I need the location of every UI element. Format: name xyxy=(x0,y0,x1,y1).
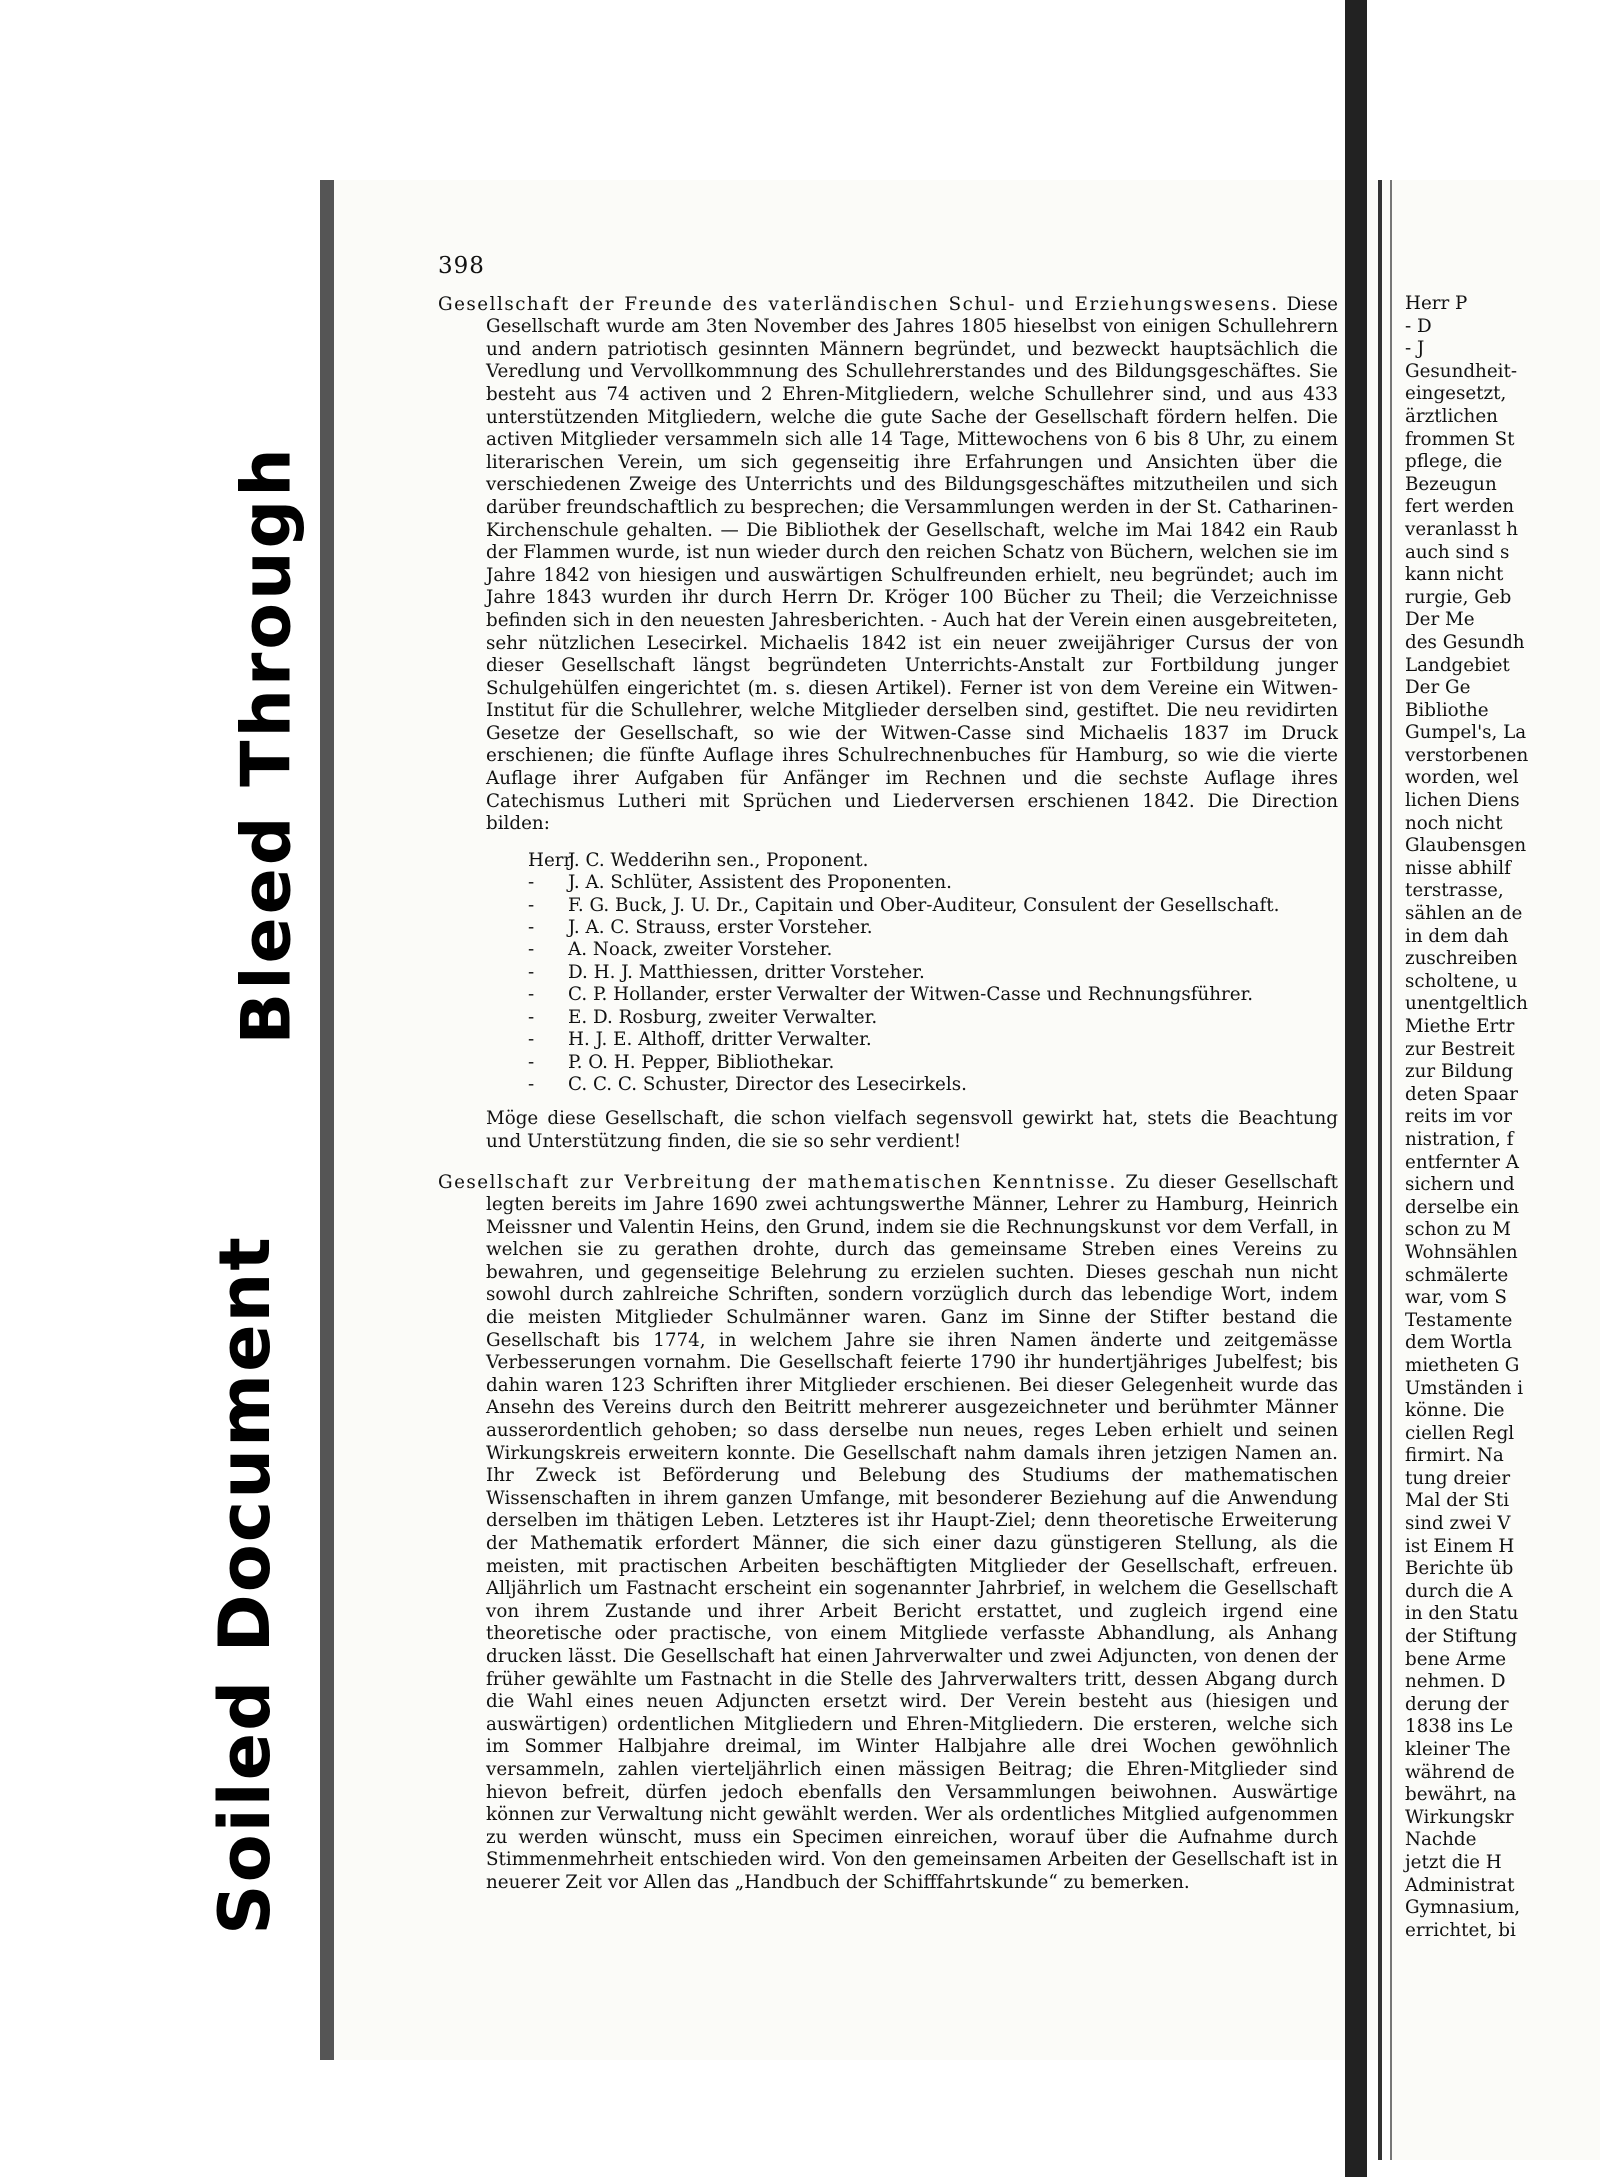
right-page-line: Berichte üb xyxy=(1405,1558,1514,1580)
right-page-text xyxy=(1405,293,1600,1942)
right-page-line: Landgebiet xyxy=(1405,654,1510,676)
right-page-line: scholtene, u xyxy=(1405,970,1518,992)
right-page-line: auch sind s xyxy=(1405,541,1510,563)
right-page-line: mietheten G xyxy=(1405,1354,1520,1376)
direction-member xyxy=(528,939,1338,961)
right-page-line: dem Wortla xyxy=(1405,1332,1513,1354)
book-gutter xyxy=(1345,0,1367,2177)
direction-member-prefix: - xyxy=(528,1073,535,1095)
right-page-line: schmälerte xyxy=(1405,1264,1509,1286)
right-page-line: firmirt. Na xyxy=(1405,1445,1504,1467)
direction-member-text: E. D. Rosburg, zweiter Verwalter. xyxy=(568,1006,878,1028)
right-page-line: Miethe Ertr xyxy=(1405,1016,1515,1037)
direction-member-prefix: - xyxy=(528,917,535,939)
right-page-line: der Stiftung xyxy=(1405,1626,1518,1648)
direction-member-prefix: - xyxy=(528,961,535,983)
right-page-line: nehmen. D xyxy=(1405,1671,1506,1693)
direction-member-text: F. G. Buck, J. U. Dr., Capitain und Ober-Auditeur, Consulent der Gesellschaft. xyxy=(568,894,1280,916)
direction-member-prefix: - xyxy=(528,939,535,961)
right-page-line: nistration, f xyxy=(1405,1128,1514,1150)
right-page-line: ist Einem H xyxy=(1405,1535,1515,1557)
direction-member-text: D. H. J. Matthiessen, dritter Vorsteher. xyxy=(568,961,925,983)
section-1-paragraph xyxy=(438,294,1338,836)
right-page-line: zur Bildung xyxy=(1405,1061,1514,1083)
soiled-document-stamp xyxy=(190,1235,300,1935)
left-page-text xyxy=(438,255,1338,1895)
direction-member-prefix: - xyxy=(528,1006,535,1028)
right-page-line: derselbe ein xyxy=(1405,1196,1520,1218)
right-page-line: eingesetzt, xyxy=(1405,383,1507,405)
right-page-line: in den Statu xyxy=(1405,1603,1519,1625)
right-page-line: zur Bestreit xyxy=(1405,1038,1515,1060)
right-page-line: Mal der Sti xyxy=(1405,1490,1510,1512)
right-page-line: veranlasst h xyxy=(1405,518,1518,540)
right-page-line: verstorbenen xyxy=(1405,744,1529,766)
right-page-line: war, vom S xyxy=(1405,1287,1507,1309)
right-page-line: bewährt, na xyxy=(1405,1784,1517,1806)
direction-member-prefix: - xyxy=(528,984,535,1006)
right-page-line: Bezeugun xyxy=(1405,473,1497,495)
soiled-document-label: Soiled Document xyxy=(204,1235,286,1935)
right-page-line: könne. Die xyxy=(1405,1400,1505,1422)
right-page-line: - J xyxy=(1405,338,1425,360)
direction-member xyxy=(528,1029,1338,1051)
direction-member xyxy=(528,1074,1338,1096)
direction-member xyxy=(528,895,1338,917)
right-page-line: Der Ge xyxy=(1405,677,1471,699)
right-page-line: Der Me xyxy=(1405,609,1475,631)
right-page-line: unentgeltlich xyxy=(1405,993,1528,1015)
right-page-line: reits im vor xyxy=(1405,1106,1513,1128)
right-page-line: errichtet, bi xyxy=(1405,1919,1516,1941)
direction-member-text: C. P. Hollander, erster Verwalter der Witwen-Casse und Rechnungsführer. xyxy=(568,984,1254,1006)
right-page-line: durch die A xyxy=(1405,1580,1513,1602)
right-page-line: ciellen Regl xyxy=(1405,1422,1515,1444)
right-page-line: Gesundheit- xyxy=(1405,360,1518,382)
right-page-line: Umständen i xyxy=(1405,1377,1524,1399)
section-2-heading: Gesellschaft zur Verbreitung der mathematischen Kenntnisse. xyxy=(438,1171,1117,1193)
right-page-line: sind zwei V xyxy=(1405,1513,1511,1535)
right-page-line: Glaubensgen xyxy=(1405,835,1527,857)
right-page-line: Gymnasium, xyxy=(1405,1897,1521,1919)
direction-member xyxy=(528,1052,1338,1074)
page-number: 398 xyxy=(438,253,485,279)
direction-member xyxy=(528,1007,1338,1029)
direction-member-text: J. A. Schlüter, Assistent des Proponenten. xyxy=(568,872,952,894)
direction-list xyxy=(528,850,1338,1096)
section-1-body: Diese Gesellschaft wurde am 3ten November des Jahres 1805 hieselbst von einigen Schullehrern und andern patriotisch gesinnten Männern begründet, und bezweckt hauptsächlich die Veredlung und Vervollkommnung des Schullehrerstandes und des Bildungsgeschäftes. Sie besteht aus 74 activen und 2 Ehren-Mitgliedern, welche Schullehrer sind, und aus 433 unterstützenden Mitgliedern, welche die gute Sache der Gesellschaft fördern helfen. Die activen Mitglieder versammeln sich alle 14 Tage, Mittewochens von 6 bis 8 Uhr, zu einem literarischen Verein, um sich gegenseitig ihre Erfahrungen und Ansichten über die verschiedenen Zweige des Unterrichts und des Bildungsgeschäftes mitzutheilen und sich darüber freundschaftlich zu besprechen; die Versammlungen werden in der St. Catharinen-Kirchenschule gehalten. — Die Bibliothek der Gesellschaft, welche im Mai 1842 ein Raub der Flammen wurde, ist nun wieder durch den reichen Schatz von Büchern, welchen sie im Jahre 1842 von hiesigen und auswärtigen Schulfreunden erhielt, neu begründet; auch im Jahre 1843 wurden ihr durch Herrn Dr. Kröger 100 Bücher zu Theil; die Verzeichnisse befinden sich in den neuesten Jahresberichten. - Auch hat der Verein einen ausgebreiteten, sehr nützlichen Lesecirkel. Michaelis 1842 ist ein neuer zweijähriger Cursus der von dieser Gesellschaft längst begründeten Unterrichts-Anstalt zur Fortbildung junger Schulgehülfen eingerichtet (m. s. diesen Artikel). Ferner ist von dem Vereine ein Witwen-Institut für die Schullehrer, welche Mitglieder derselben sind, gestiftet. Die neu revidirten Gesetze der Gesellschaft, so wie der Witwen-Casse sind Michaelis 1837 im Druck erschienen; die fünfte Auflage ihres Schulrechnenbuches für Hamburg, so wie die vierte Auflage ihrer Aufgaben für Anfänger im Rechnen und die sechste Auflage ihres Catechismus Lutheri mit Sprüchen und Liederversen erschienen 1842. Die Direction bilden: xyxy=(486,293,1338,835)
right-page-line: jetzt die H xyxy=(1405,1851,1502,1873)
right-page-line: frommen St xyxy=(1405,428,1515,450)
right-page-line: lichen Diens xyxy=(1405,790,1520,812)
right-page-line: Herr P xyxy=(1405,293,1468,314)
right-page-line: des Gesundh xyxy=(1405,631,1525,653)
direction-member-text: A. Noack, zweiter Vorsteher. xyxy=(568,939,833,961)
right-page-line: sichern und xyxy=(1405,1174,1515,1196)
right-page-line: kann nicht xyxy=(1405,564,1504,586)
direction-member-text: H. J. E. Althoff, dritter Verwalter. xyxy=(568,1029,872,1051)
direction-member xyxy=(528,917,1338,939)
right-page-line: fert werden xyxy=(1405,496,1514,518)
right-page-line: Nachde xyxy=(1405,1829,1477,1851)
section-2-body: Zu dieser Gesellschaft legten bereits im Jahre 1690 zwei achtungswerthe Männer, Lehrer zu Hamburg, Heinrich Meissner und Valentin Heins, den Grund, indem sie die Rechnungskunst vor dem Verfall, in welchen sie zu gerathen drohte, durch das gemeinsame Streben eines Vereins zu bewahren, und gegenseitige Belehrung zu erzielen suchten. Dieses geschah nun nicht sowohl durch zahlreiche Schriften, sondern vorzüglich durch das lebendige Wort, indem die meisten Mitglieder Schulmänner waren. Ganz im Sinne der Stifter bestand die Gesellschaft bis 1774, in welchem Jahre sie ihren Namen änderte und zeitgemässe Verbesserungen vornahm. Die Gesellschaft feierte 1790 ihr hundertjähriges Jubelfest; bis dahin waren 123 Schriften ihrer Mitglieder erschienen. Bei dieser Gelegenheit wurde das Ansehn des Vereins durch den Beitritt mehrerer ausgezeichneter und berühmter Männer ausserordentlich gehoben; so dass derselbe nun neues, reges Leben erhielt und seinen Wirkungskreis erweitern konnte. Die Gesellschaft nahm damals ihren jetzigen Namen an. Ihr Zweck ist Beförderung und Belebung des Studiums der mathematischen Wissenschaften in ihrem ganzen Umfange, mit besonderer Beziehung auf die Anwendung derselben im thätigen Leben. Letzteres ist ihr Haupt-Ziel; denn theoretische Erweiterung der Mathematik erfordert Männer, die sich einer dazu günstigeren Stellung, als die meisten, mit practischen Arbeiten beschäftigten Mitglieder der Gesellschaft, erfreuen. Alljährlich um Fastnacht erscheint ein sogenannter Jahrbrief, in welchem die Gesellschaft von ihrem Zustande und ihrer Arbeit Bericht erstattet, und zugleich irgend eine theoretische oder practische, von einem Mitgliede verfasste Abhandlung, als Anhang drucken lässt. Die Gesellschaft hat einen Jahrverwalter und zwei Adjuncten, von denen der früher gewählte um Fastnacht in die Stelle des Jahrverwalters tritt, dessen Abgang durch die Wahl eines neuen Adjuncten ersetzt wird. Der Verein besteht aus (hiesigen und auswärtigen) ordentlichen Mitgliedern und Ehren-Mitgliedern. Die ersteren, welche sich im Sommer Halbjahre dreimal, im Winter Halbjahre alle drei Wochen gewöhnlich versammeln, zahlen vierteljährlich einen mässigen Beitrag; die Ehren-Mitglieder sind hievon befreit, dürfen jedoch ebenfalls den Versammlungen beiwohnen. Auswärtige können zur Verwaltung nicht gewählt werden. Wer als ordentliches Mitglied aufgenommen zu werden wünscht, muss ein Specimen einreichen, worauf über die Aufnahme durch Stimmenmehrheit entschieden wird. Von den gemeinsamen Arbeiten der Gesellschaft ist in neuerer Zeit vor Allen das „Handbuch der Schifffahrtskunde“ zu bemerken. xyxy=(486,1171,1338,1893)
right-page-line: noch nicht xyxy=(1405,812,1503,834)
right-page-line: in dem dah xyxy=(1405,925,1509,947)
right-page-line: rurgie, Geb xyxy=(1405,586,1512,608)
right-page-line: nisse abhilf xyxy=(1405,857,1511,879)
right-page-line: pflege, die xyxy=(1405,451,1503,473)
right-page-line: entfernter A xyxy=(1405,1151,1519,1173)
right-page-line: Wohnsählen xyxy=(1405,1241,1518,1263)
right-page-line: terstrasse, xyxy=(1405,880,1504,902)
direction-member-prefix: - xyxy=(528,872,535,894)
right-page-line: - D xyxy=(1405,315,1432,337)
direction-member-text: J. A. C. Strauss, erster Vorsteher. xyxy=(568,917,873,939)
right-page-line: ärztlichen xyxy=(1405,405,1498,427)
direction-member-prefix: Herr xyxy=(528,849,573,871)
direction-member-text: C. C. C. Schuster, Director des Lesecirkels. xyxy=(568,1073,967,1095)
direction-member xyxy=(528,962,1338,984)
right-page-line: tung dreier xyxy=(1405,1467,1511,1489)
right-page-line: sählen an de xyxy=(1405,903,1523,925)
section-2-paragraph xyxy=(438,1172,1338,1895)
right-page-line: deten Spaar xyxy=(1405,1083,1519,1105)
right-page-line: zuschreiben xyxy=(1405,948,1518,970)
bleed-through-label: Bleed Through xyxy=(227,445,307,1045)
right-page-line: Gumpel's, La xyxy=(1405,722,1527,744)
direction-member-prefix: - xyxy=(528,1029,535,1051)
direction-member xyxy=(528,872,1338,894)
right-page-line: Administrat xyxy=(1405,1874,1515,1896)
right-page-line: kleiner The xyxy=(1405,1739,1511,1760)
direction-member-text: J. C. Wedderihn sen., Proponent. xyxy=(568,849,869,871)
right-page-line: derung der xyxy=(1405,1693,1509,1715)
section-1-closing: Möge diese Gesellschaft, die schon vielfach segensvoll gewirkt hat, stets die Beachtung und Unterstützung finden, die sie so sehr verdient! xyxy=(486,1108,1338,1152)
section-1-heading: Gesellschaft der Freunde des vaterländischen Schul- und Erziehungswesens. xyxy=(438,293,1279,315)
bleed-through-stamp xyxy=(222,445,312,1045)
direction-member xyxy=(528,984,1338,1006)
right-page-line: während de xyxy=(1405,1761,1515,1783)
right-page-line: Bibliothe xyxy=(1405,699,1489,721)
right-page-line: bene Arme xyxy=(1405,1648,1507,1670)
direction-member xyxy=(528,850,1338,872)
right-page-line: Wirkungskr xyxy=(1405,1806,1514,1828)
right-page-edge xyxy=(1378,180,1382,2160)
right-page-line: schon zu M xyxy=(1405,1219,1511,1241)
right-page-line: 1838 ins Le xyxy=(1405,1716,1514,1738)
direction-member-prefix: - xyxy=(528,894,535,916)
right-page-line: Testamente xyxy=(1405,1309,1513,1331)
direction-member-text: P. O. H. Pepper, Bibliothekar. xyxy=(568,1051,835,1073)
right-page-line: worden, wel xyxy=(1405,767,1519,789)
direction-member-prefix: - xyxy=(528,1051,535,1073)
